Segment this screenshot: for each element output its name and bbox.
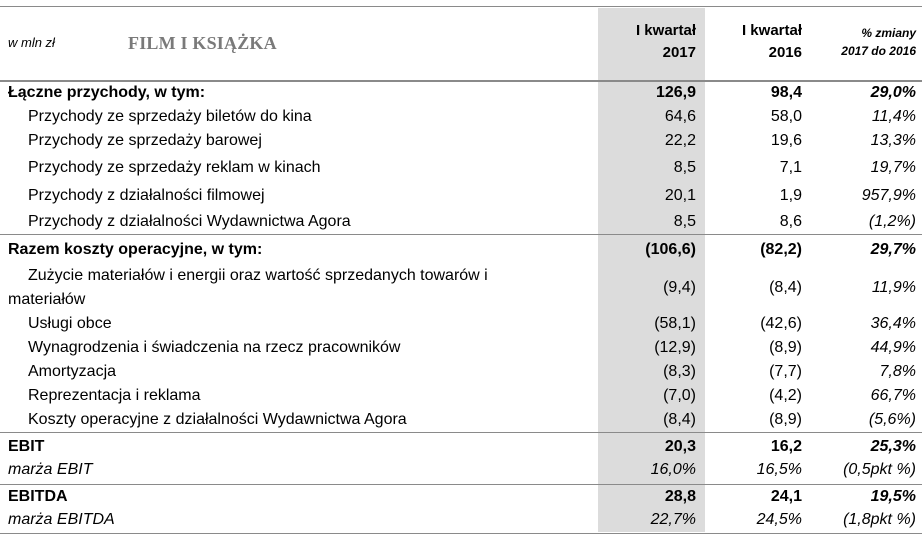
row-label: Koszty operacyjne z działalności Wydawnictwa Agora bbox=[28, 411, 407, 428]
value-2016: 7,1 bbox=[779, 159, 802, 176]
value-2016: 58,0 bbox=[770, 108, 802, 125]
value-2016: (82,2) bbox=[760, 241, 802, 258]
column-header-change-line2: 2017 do 2016 bbox=[841, 44, 916, 58]
table-bottom-border bbox=[0, 533, 922, 534]
value-2016: 16,5% bbox=[756, 461, 802, 478]
row-label: Razem koszty operacyjne, w tym: bbox=[8, 241, 263, 258]
row-label: marża EBITDA bbox=[8, 511, 115, 528]
value-change: 29,0% bbox=[870, 84, 916, 101]
value-change: 13,3% bbox=[870, 132, 916, 149]
row-label: Przychody z działalności filmowej bbox=[28, 187, 265, 204]
column-header-2017 bbox=[636, 20, 696, 64]
table-top-border bbox=[0, 6, 922, 7]
row-label: EBIT bbox=[8, 438, 45, 455]
value-2016: 16,2 bbox=[770, 438, 802, 455]
value-2017: 8,5 bbox=[673, 213, 696, 230]
unit-label: w mln zł bbox=[8, 35, 55, 50]
row-label: Usługi obce bbox=[28, 315, 112, 332]
value-2016: 1,9 bbox=[779, 187, 802, 204]
row-label: Przychody ze sprzedaży reklam w kinach bbox=[28, 159, 321, 176]
column-header-2016-line2: 2016 bbox=[768, 44, 802, 61]
value-2017: 22,7% bbox=[650, 511, 696, 528]
value-2017: 8,5 bbox=[673, 159, 696, 176]
value-2017: 22,2 bbox=[664, 132, 696, 149]
value-2016: 98,4 bbox=[770, 84, 802, 101]
row-label-line2: materiałów bbox=[8, 291, 86, 308]
row-label: Przychody z działalności Wydawnictwa Agora bbox=[28, 213, 351, 230]
value-2016: (4,2) bbox=[769, 387, 802, 404]
value-2017: 20,1 bbox=[664, 187, 696, 204]
value-2017: (9,4) bbox=[663, 279, 696, 296]
column-header-2017-line2: 2017 bbox=[662, 44, 696, 61]
value-change: 19,5% bbox=[870, 488, 916, 505]
row-label-line1: Zużycie materiałów i energii oraz wartość sprzedanych towarów i bbox=[28, 267, 488, 284]
value-2016: (42,6) bbox=[760, 315, 802, 332]
value-2017: (12,9) bbox=[654, 339, 696, 356]
value-change: (1,2%) bbox=[868, 213, 916, 230]
value-2017: (8,4) bbox=[663, 411, 696, 428]
row-label: Wynagrodzenia i świadczenia na rzecz pracowników bbox=[28, 339, 401, 356]
value-change: (0,5pkt %) bbox=[843, 461, 916, 478]
column-header-change bbox=[841, 24, 916, 60]
value-2017: 126,9 bbox=[655, 84, 696, 101]
value-2017: 16,0% bbox=[650, 461, 696, 478]
value-change: 11,9% bbox=[871, 279, 916, 296]
value-2016: 19,6 bbox=[770, 132, 802, 149]
column-header-2016-line1: I kwartał bbox=[741, 22, 802, 39]
value-change: 19,7% bbox=[870, 159, 916, 176]
value-2017: (58,1) bbox=[654, 315, 696, 332]
value-2017: (106,6) bbox=[645, 241, 696, 258]
value-2016: 24,1 bbox=[770, 488, 802, 505]
section-divider bbox=[0, 484, 922, 485]
segment-title: FILM I KSIĄŻKA bbox=[128, 33, 277, 53]
column-header-2017-line1: I kwartał bbox=[635, 22, 696, 39]
value-2017: 20,3 bbox=[664, 438, 696, 455]
value-2017: (7,0) bbox=[663, 387, 696, 404]
value-2016: (7,7) bbox=[769, 363, 802, 380]
value-2016: 8,6 bbox=[779, 213, 802, 230]
value-2016: (8,9) bbox=[769, 411, 802, 428]
column-header-change-line1: % zmiany bbox=[861, 26, 916, 40]
value-change: 7,8% bbox=[879, 363, 916, 380]
row-label: Przychody ze sprzedaży biletów do kina bbox=[28, 108, 312, 125]
value-change: 66,7% bbox=[870, 387, 916, 404]
row-label: Przychody ze sprzedaży barowej bbox=[28, 132, 262, 149]
section-divider bbox=[0, 432, 922, 433]
value-change: 44,9% bbox=[870, 339, 916, 356]
value-2017: (8,3) bbox=[663, 363, 696, 380]
section-divider bbox=[0, 234, 922, 235]
value-change: 957,9% bbox=[861, 187, 916, 204]
value-change: (1,8pkt %) bbox=[843, 511, 916, 528]
value-change: 25,3% bbox=[870, 438, 916, 455]
value-change: 29,7% bbox=[870, 241, 916, 258]
row-label: Łączne przychody, w tym: bbox=[8, 84, 206, 101]
value-2016: 24,5% bbox=[756, 511, 802, 528]
value-2017: 64,6 bbox=[664, 108, 696, 125]
row-label: Reprezentacja i reklama bbox=[28, 387, 201, 404]
value-change: 11,4% bbox=[871, 108, 916, 125]
value-change: 36,4% bbox=[870, 315, 916, 332]
value-2016: (8,9) bbox=[769, 339, 802, 356]
value-2016: (8,4) bbox=[769, 279, 802, 296]
row-label: EBITDA bbox=[8, 488, 68, 505]
value-change: (5,6%) bbox=[868, 411, 916, 428]
row-label: Amortyzacja bbox=[28, 363, 117, 380]
value-2017: 28,8 bbox=[664, 488, 696, 505]
column-header-2016 bbox=[742, 20, 802, 64]
header-divider bbox=[0, 80, 922, 82]
row-label: marża EBIT bbox=[8, 461, 93, 478]
